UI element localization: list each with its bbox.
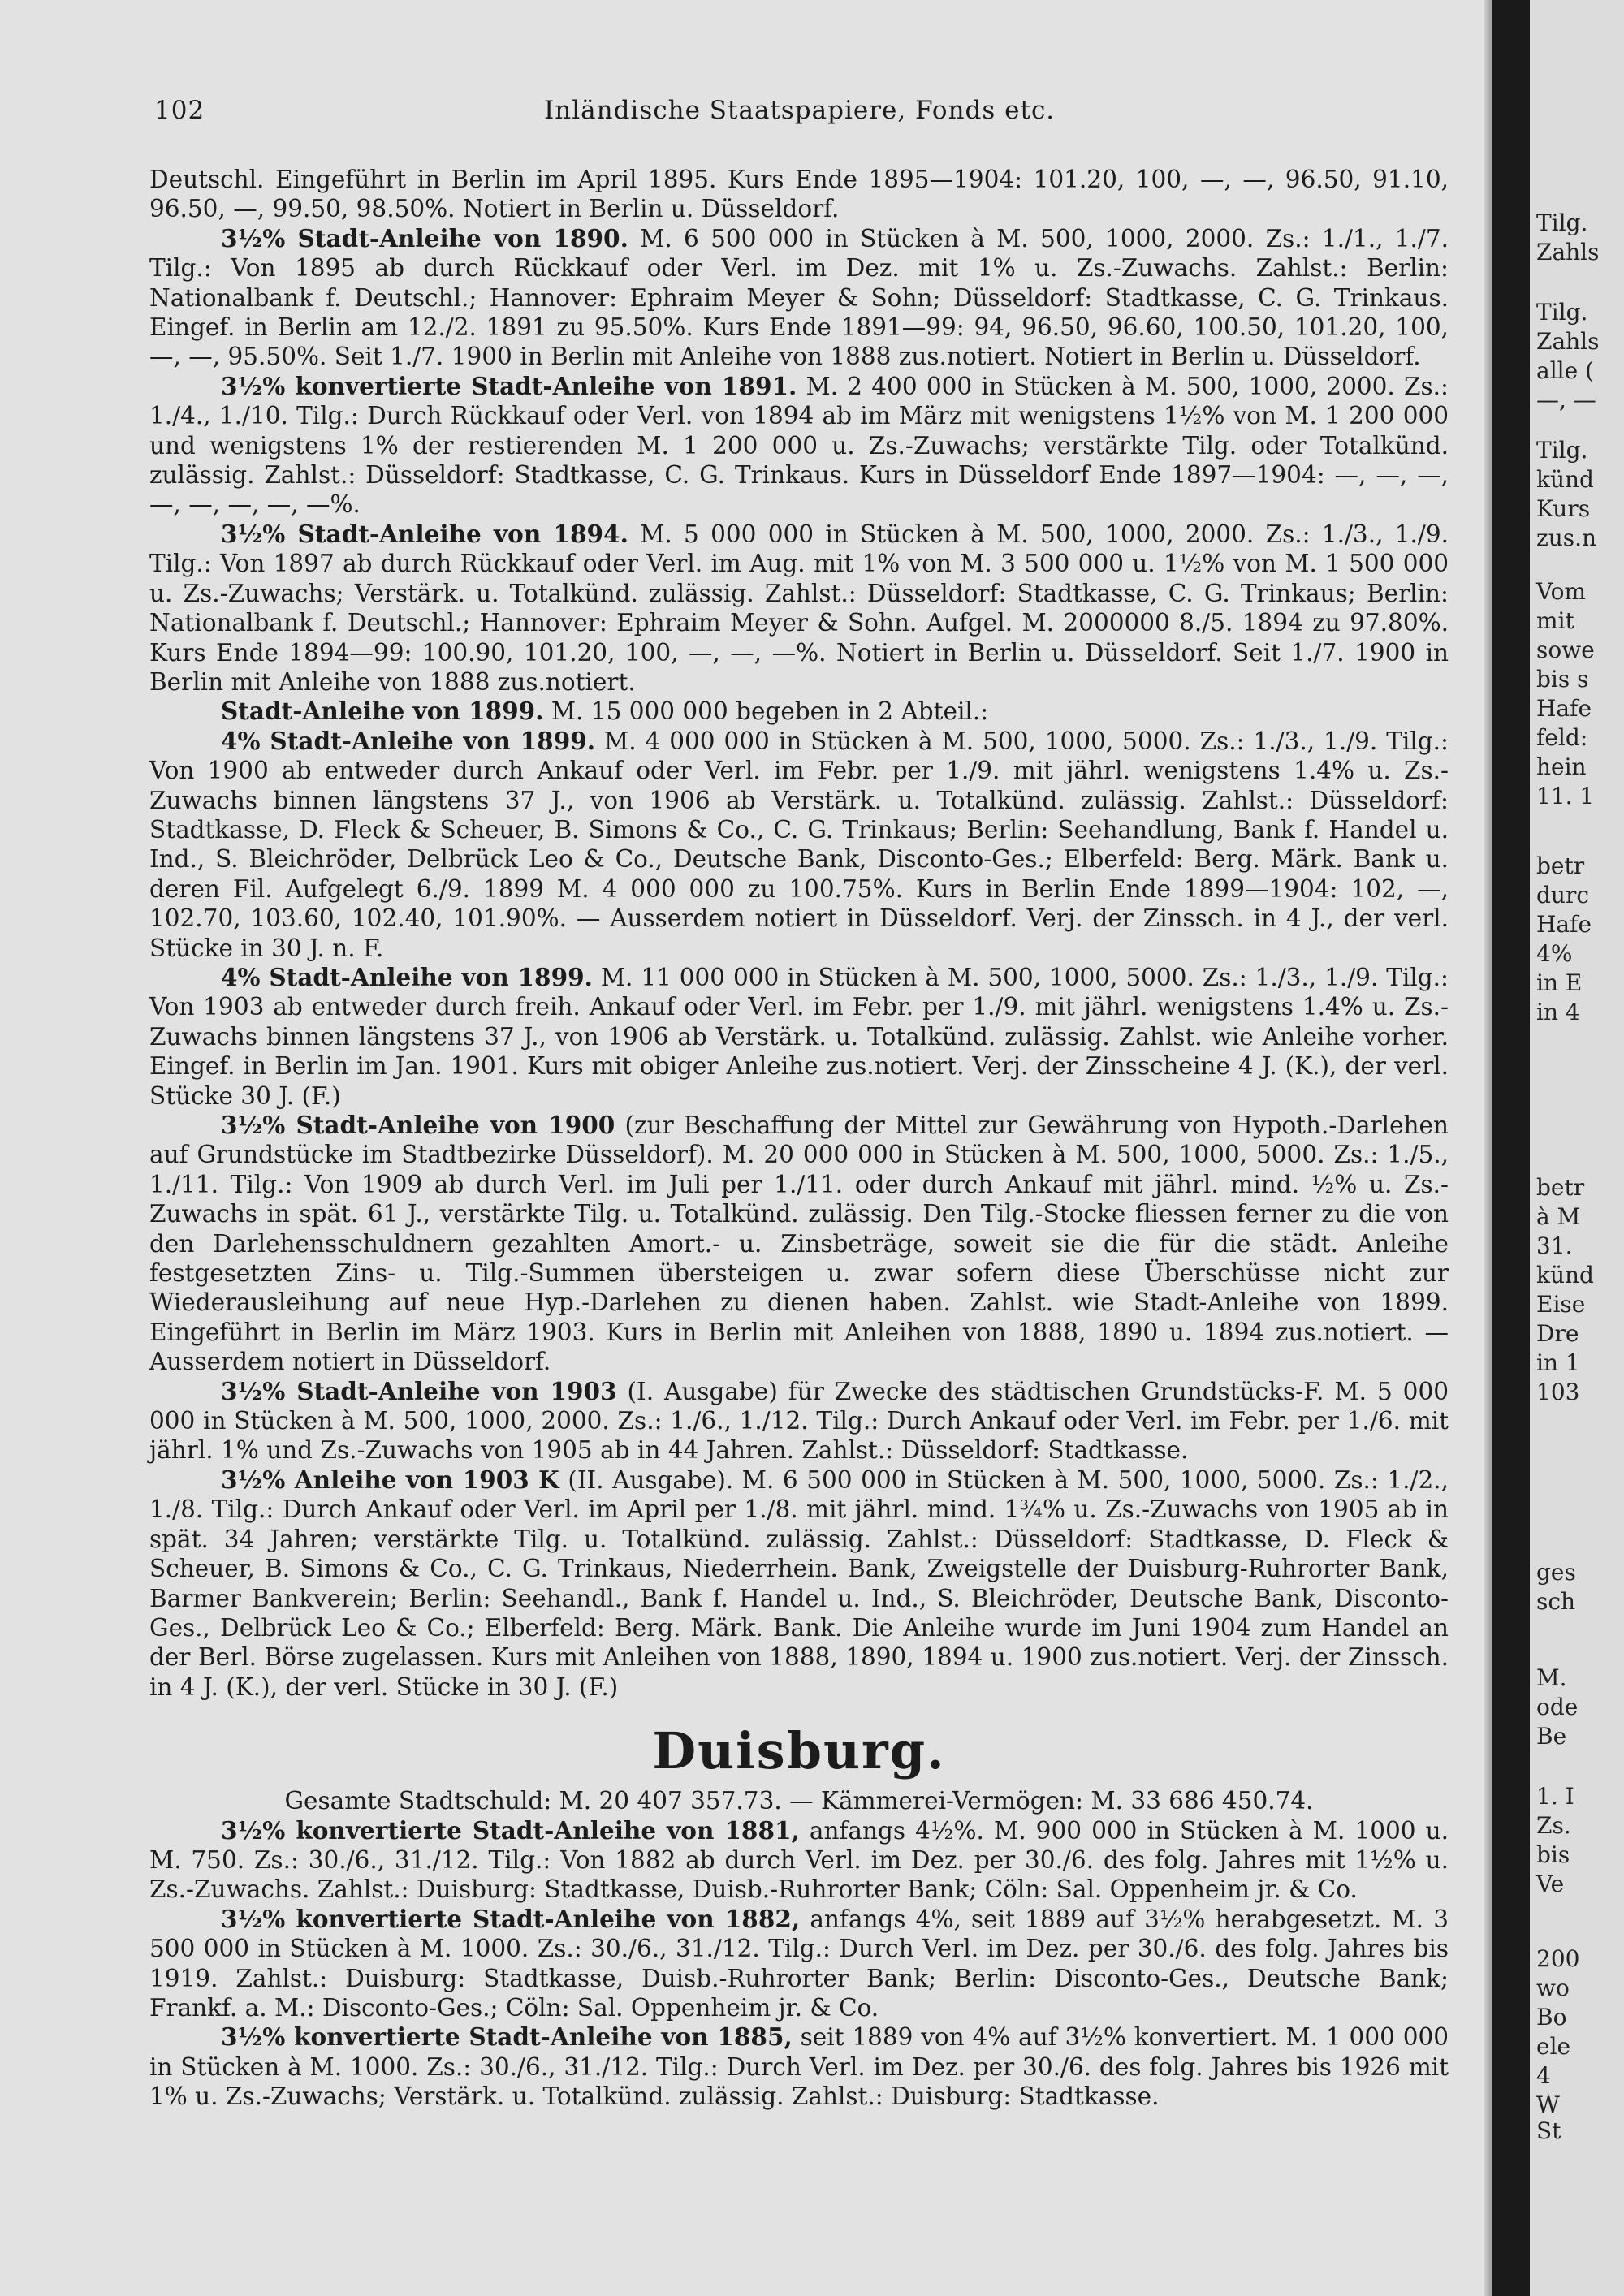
- city-summary: Gesamte Stadtschuld: M. 20 407 357.73. — Kämmerei-Vermögen: M. 33 686 450.74.: [284, 1787, 1314, 1815]
- entry-anleihe-1903-k: [149, 1465, 1449, 1702]
- entry-konvertierte-stadt-anleihe-1891: [149, 372, 1449, 520]
- running-title: Inländische Staatspapiere, Fonds etc.: [544, 96, 1056, 125]
- adjacent-page-fragment: bis: [1536, 1841, 1570, 1868]
- adjacent-page-fragment: Zahls: [1536, 328, 1600, 355]
- adjacent-page-fragment: M.: [1536, 1664, 1567, 1691]
- entry-4pct-stadt-anleihe-1899-a: [149, 727, 1449, 963]
- entry-text: anfangs 4%, seit 1889 auf 3½% herabgesetzt. M. 3 500 000 in Stücken à M. 1000. Zs.: 30./6., 31./12. Tilg.: Durch Verl. im Dez. per 30./6. des folg. Jahres bis 1919. Zahlst.: Duisburg: Stadtkasse, Duisb.-Ruhrorter Bank; Berlin: Disconto-Ges., Deutsche Bank; Frankf. a. M.: Disconto-Ges.; Cöln: Sal. Oppenheim jr. & Co.: [149, 1905, 1449, 2022]
- adjacent-page-fragment: Vom: [1536, 578, 1587, 605]
- entry-stadt-anleihe-1903: [149, 1377, 1449, 1465]
- adjacent-page-fragment: Ve: [1536, 1871, 1565, 1897]
- entry-heading: 3½% konvertierte Stadt-Anleihe von 1891.: [221, 371, 797, 400]
- adjacent-page-fragment: 1. I: [1536, 1783, 1574, 1810]
- entry-heading: 3½% Stadt-Anleihe von 1900: [221, 1111, 615, 1139]
- entry-heading: 3½% Stadt-Anleihe von 1894.: [221, 519, 628, 548]
- adjacent-page-fragment: künd: [1536, 1262, 1594, 1288]
- paragraph-text: Deutschl. Eingeführt in Berlin im April 1895. Kurs Ende 1895—1904: 101.20, 100, —, —, 96.50, 91.10, 96.50, —, 99.50, 98.50%. Notiert in Berlin u. Düsseldorf.: [149, 166, 1449, 223]
- adjacent-page-fragment: St: [1536, 2117, 1561, 2144]
- adjacent-page-fragment: in 1: [1536, 1349, 1580, 1376]
- entry-text: M. 15 000 000 begeben in 2 Abteil.:: [543, 697, 989, 726]
- entry-heading: 3½% konvertierte Stadt-Anleihe von 1882,: [221, 1904, 801, 1933]
- adjacent-page-fragment: feld:: [1536, 724, 1588, 751]
- adjacent-page-fragment: Kurs: [1536, 495, 1591, 522]
- city-heading: Duisburg.: [652, 1721, 946, 1781]
- entry-heading: 3½% konvertierte Stadt-Anleihe von 1885,: [221, 2022, 793, 2052]
- entry-text: M. 6 500 000 in Stücken à M. 500, 1000, 2000. Zs.: 1./1., 1./7. Tilg.: Von 1895 ab durch Rückkauf oder Verl. im Dez. mit 1% u. Zs.-Zuwachs. Zahlst.: Berlin: Nationalbank f. Deutschl.; Hannover: Ephraim Meyer & Sohn; Düsseldorf: Stadtkasse, C. G. Trinkaus. Eingef. in Berlin am 12./2. 1891 zu 95.50%. Kurs Ende 1891—99: 94, 96.50, 96.60, 100.50, 101.20, 100, —, —, 95.50%. Seit 1./7. 1900 in Berlin mit Anleihe von 1888 zus.notiert. Notiert in Berlin u. Düsseldorf.: [149, 224, 1449, 371]
- adjacent-page-fragment: à M: [1536, 1203, 1581, 1230]
- entry-text: M. 2 400 000 in Stücken à M. 500, 1000, 2000. Zs.: 1./4., 1./10. Tilg.: Durch Rückkauf oder Verl. von 1894 ab im März mit wenigstens 1½% von M. 1 200 000 und wenigstens 1% der restierenden M. 1 200 000 u. Zs.-Zuwachs; verstärkte Tilg. oder Totalkünd. zulässig. Zahlst.: Düsseldorf: Stadtkasse, C. G. Trinkaus. Kurs in Düsseldorf Ende 1897—1904: —, —, —, —, —, —, —, —%.: [149, 372, 1449, 519]
- entry-4pct-stadt-anleihe-1899-b: [149, 963, 1449, 1111]
- entry-heading: 3½% Stadt-Anleihe von 1890.: [221, 223, 628, 252]
- adjacent-page-fragment: ges: [1536, 1559, 1576, 1586]
- entry-text: seit 1889 von 4% auf 3½% konvertiert. M. 1 000 000 in Stücken à M. 1000. Zs.: 30./6., 31./12. Tilg.: Durch Verl. im Dez. per 30./6. des folg. Jahres bis 1926 mit 1% u. Zs.-Zuwachs; Verstärk. u. Totalkünd. zulässig. Zahlst.: Duisburg: Stadtkasse.: [149, 2023, 1449, 2111]
- adjacent-page-fragment: mit: [1536, 607, 1574, 634]
- adjacent-page-fragment: Zahls: [1536, 239, 1600, 265]
- body-text: [149, 165, 1449, 2112]
- adjacent-page-fragment: Hafe: [1536, 695, 1592, 722]
- entry-heading: 4% Stadt-Anleihe von 1899.: [221, 962, 593, 991]
- adjacent-page-fragment: Hafe: [1536, 911, 1592, 938]
- entry-stadt-anleihe-1890: [149, 224, 1449, 372]
- adjacent-page-fragment: Eise: [1536, 1291, 1586, 1318]
- entry-text: M. 4 000 000 in Stücken à M. 500, 1000, 5000. Zs.: 1./3., 1./9. Tilg.: Von 1900 ab entweder durch Ankauf oder Verl. im Febr. per 1./9. mit jährl. wenigstens 1.4% u. Zs.-Zuwachs binnen längstens 37 J., von 1906 ab Verstärk. u. Totalkünd. zulässig. Zahlst.: Düsseldorf: Stadtkasse, D. Fleck & Scheuer, B. Simons & Co., C. G. Trinkaus; Berlin: Seehandlung, Bank f. Handel u. Ind., S. Bleichröder, Delbrück Leo & Co., Deutsche Bank, Disconto-Ges.; Elberfeld: Berg. Märk. Bank u. deren Fil. Aufgelegt 6./9. 1899 M. 4 000 000 zu 100.75%. Kurs in Berlin Ende 1899—1904: 102, —, 102.70, 103.60, 102.40, 101.90%. — Ausserdem notiert in Düsseldorf. Verj. der Zinssch. in 4 J., der verl. Stücke in 30 J. n. F.: [149, 727, 1449, 962]
- entry-heading: 3½% konvertierte Stadt-Anleihe von 1881,: [221, 1815, 800, 1845]
- adjacent-page-fragment: in E: [1536, 969, 1583, 996]
- adjacent-page-fragment: —, —: [1536, 386, 1596, 413]
- entry-heading: 3½% Anleihe von 1903 K: [221, 1465, 559, 1494]
- adjacent-page-fragment: zus.n: [1536, 524, 1597, 551]
- entry-text: (zur Beschaffung der Mittel zur Gewährung von Hypoth.-Darlehen auf Grundstücke im Stadtbezirke Düsseldorf). M. 20 000 000 in Stücken à M. 500, 1000, 5000. Zs.: 1./5., 1./11. Tilg.: Von 1909 ab durch Verl. im Juli per 1./11. oder durch Ankauf mit jährl. mind. ½% u. Zs.-Zuwachs in spät. 61 J., verstärkte Tilg. u. Totalkünd. zulässig. Den Tilg.-Stocke fliessen ferner zu die von den Darlehensschuldnern gezahlten Amort.- u. Zinsbeträge, soweit sie die für die städt. Anleihe festgesetzten Zins- u. Tilg.-Summen übersteigen u. zwar sofern diese Überschüsse nicht zur Wiederausleihung auf neue Hyp.-Darlehen zu dienen haben. Zahlst. wie Stadt-Anleihe von 1899. Eingeführt in Berlin im März 1903. Kurs in Berlin mit Anleihen von 1888, 1890 u. 1894 zus.notiert. — Ausserdem notiert in Düsseldorf.: [149, 1111, 1449, 1376]
- adjacent-page-fragment: 31.: [1536, 1232, 1573, 1259]
- adjacent-page-fragment: Be: [1536, 1723, 1567, 1750]
- page-number: 102: [154, 96, 205, 125]
- adjacent-page-fragment: 103: [1536, 1379, 1580, 1405]
- entry-heading: 4% Stadt-Anleihe von 1899.: [221, 726, 596, 755]
- adjacent-page-fragment: 200: [1536, 1945, 1580, 1972]
- adjacent-page-fragment: Tilg.: [1536, 209, 1588, 236]
- adjacent-page-fragment: bis s: [1536, 666, 1589, 693]
- entry-stadt-anleihe-1899: [149, 697, 1449, 726]
- book-gutter: [1492, 0, 1530, 2296]
- entry-stadt-anleihe-1900: [149, 1111, 1449, 1377]
- adjacent-page-fragment: Dre: [1536, 1320, 1579, 1347]
- adjacent-page-fragment: 11. 1: [1536, 783, 1595, 809]
- entry-text: M. 5 000 000 in Stücken à M. 500, 1000, 2000. Zs.: 1./3., 1./9. Tilg.: Von 1897 ab durch Rückkauf oder Verl. im Aug. mit 1% von M. 3 500 000 u. 1½% von M. 1 500 000 u. Zs.-Zuwachs; Verstärk. u. Totalkünd. zulässig. Zahlst.: Düsseldorf: Stadtkasse, C. G. Trinkaus; Berlin: Nationalbank f. Deutschl.; Hannover: Ephraim Meyer & Sohn. Aufgel. M. 2000000 8./5. 1894 zu 97.80%. Kurs Ende 1894—99: 100.90, 101.20, 100, —, —, —%. Notiert in Berlin u. Düsseldorf. Seit 1./7. 1900 in Berlin mit Anleihe von 1888 zus.notiert.: [149, 520, 1449, 696]
- entry-text: (I. Ausgabe) für Zwecke des städtischen Grundstücks-F. M. 5 000 000 in Stücken à M. 500, 1000, 2000. Zs.: 1./6., 1./12. Tilg.: Durch Ankauf oder Verl. im Febr. per 1./6. mit jährl. 1% und Zs.-Zuwachs von 1905 ab in 44 Jahren. Zahlst.: Düsseldorf: Stadtkasse.: [149, 1377, 1449, 1465]
- page-fold-shadow: [1484, 0, 1492, 2296]
- entry-text: M. 11 000 000 in Stücken à M. 500, 1000, 5000. Zs.: 1./3., 1./9. Tilg.: Von 1903 ab entweder durch freih. Ankauf oder Verl. im Febr. per 1./9. mit jährl. wenigstens 1.4% u. Zs.-Zuwachs binnen längstens 37 J., von 1906 ab Verstärk. u. Totalkünd. zulässig. Zahlst. wie Anleihe vorher. Eingef. in Berlin im Jan. 1901. Kurs mit obiger Anleihe zus.notiert. Verj. der Zinsscheine 4 J. (K.), der verl. Stücke 30 J. (F.): [149, 963, 1449, 1110]
- adjacent-page-fragment: ode: [1536, 1694, 1579, 1720]
- adjacent-page-fragment: W: [1536, 2091, 1560, 2118]
- entry-konvertierte-stadt-anleihe-1881: [149, 1816, 1449, 1905]
- entry-text: (II. Ausgabe). M. 6 500 000 in Stücken à M. 500, 1000, 5000. Zs.: 1./2., 1./8. Tilg.: Durch Ankauf oder Verl. im April per 1./8. mit jährl. mind. 1¾% u. Zs.-Zuwachs von 1905 ab in spät. 34 Jahren; verstärkte Tilg. u. Totalkünd. zulässig. Zahlst.: Düsseldorf: Stadtkasse, D. Fleck & Scheuer, B. Simons & Co., C. G. Trinkaus, Niederrhein. Bank, Zweigstelle der Duisburg-Ruhrorter Bank, Barmer Bankverein; Berlin: Seehandl., Bank f. Handel u. Ind., S. Bleichröder, Deutsche Bank, Disconto-Ges., Delbrück Leo & Co.; Elberfeld: Berg. Märk. Bank. Die Anleihe wurde im Juni 1904 zum Handel an der Berl. Börse zugelassen. Kurs mit Anleihen von 1888, 1890, 1894 u. 1900 zus.notiert. Verj. der Zinssch. in 4 J. (K.), der verl. Stücke in 30 J. (F.): [149, 1465, 1449, 1701]
- adjacent-page-fragment: 4%: [1536, 940, 1573, 967]
- entry-heading: Stadt-Anleihe von 1899.: [221, 697, 544, 726]
- entry-konvertierte-stadt-anleihe-1885: [149, 2022, 1449, 2111]
- entry-text: anfangs 4½%. M. 900 000 in Stücken à M. 1000 u. M. 750. Zs.: 30./6., 31./12. Tilg.: Von 1882 ab durch Verl. im Dez. per 30./6. des folg. Jahres mit 1½% u. Zs.-Zuwachs. Zahlst.: Duisburg: Stadtkasse, Duisb.-Ruhrorter Bank; Cöln: Sal. Oppenheim jr. & Co.: [149, 1816, 1449, 1904]
- adjacent-page-fragment: alle (: [1536, 357, 1594, 384]
- adjacent-page-edge: [1530, 0, 1624, 2296]
- adjacent-page-fragment: ele: [1536, 2033, 1571, 2060]
- adjacent-page-fragment: Zs.: [1536, 1812, 1571, 1839]
- adjacent-page-fragment: hein: [1536, 753, 1587, 780]
- adjacent-page-fragment: sowe: [1536, 637, 1595, 663]
- adjacent-page-fragment: wo: [1536, 1974, 1570, 2001]
- adjacent-page-fragment: sch: [1536, 1588, 1576, 1615]
- adjacent-page-fragment: betr: [1536, 852, 1585, 879]
- adjacent-page-fragment: Tilg.: [1536, 299, 1588, 326]
- entry-konvertierte-stadt-anleihe-1882: [149, 1905, 1449, 2023]
- adjacent-page-fragment: in 4: [1536, 999, 1580, 1025]
- adjacent-page-fragment: Bo: [1536, 2004, 1567, 2031]
- paragraph-continued: [149, 165, 1449, 224]
- adjacent-page-fragment: 4: [1536, 2062, 1551, 2089]
- adjacent-page-fragment: künd: [1536, 466, 1594, 493]
- adjacent-page-fragment: Tilg.: [1536, 437, 1588, 464]
- entry-heading: 3½% Stadt-Anleihe von 1903: [221, 1376, 617, 1405]
- entry-stadt-anleihe-1894: [149, 520, 1449, 697]
- adjacent-page-fragment: durc: [1536, 882, 1590, 908]
- adjacent-page-fragment: betr: [1536, 1174, 1585, 1201]
